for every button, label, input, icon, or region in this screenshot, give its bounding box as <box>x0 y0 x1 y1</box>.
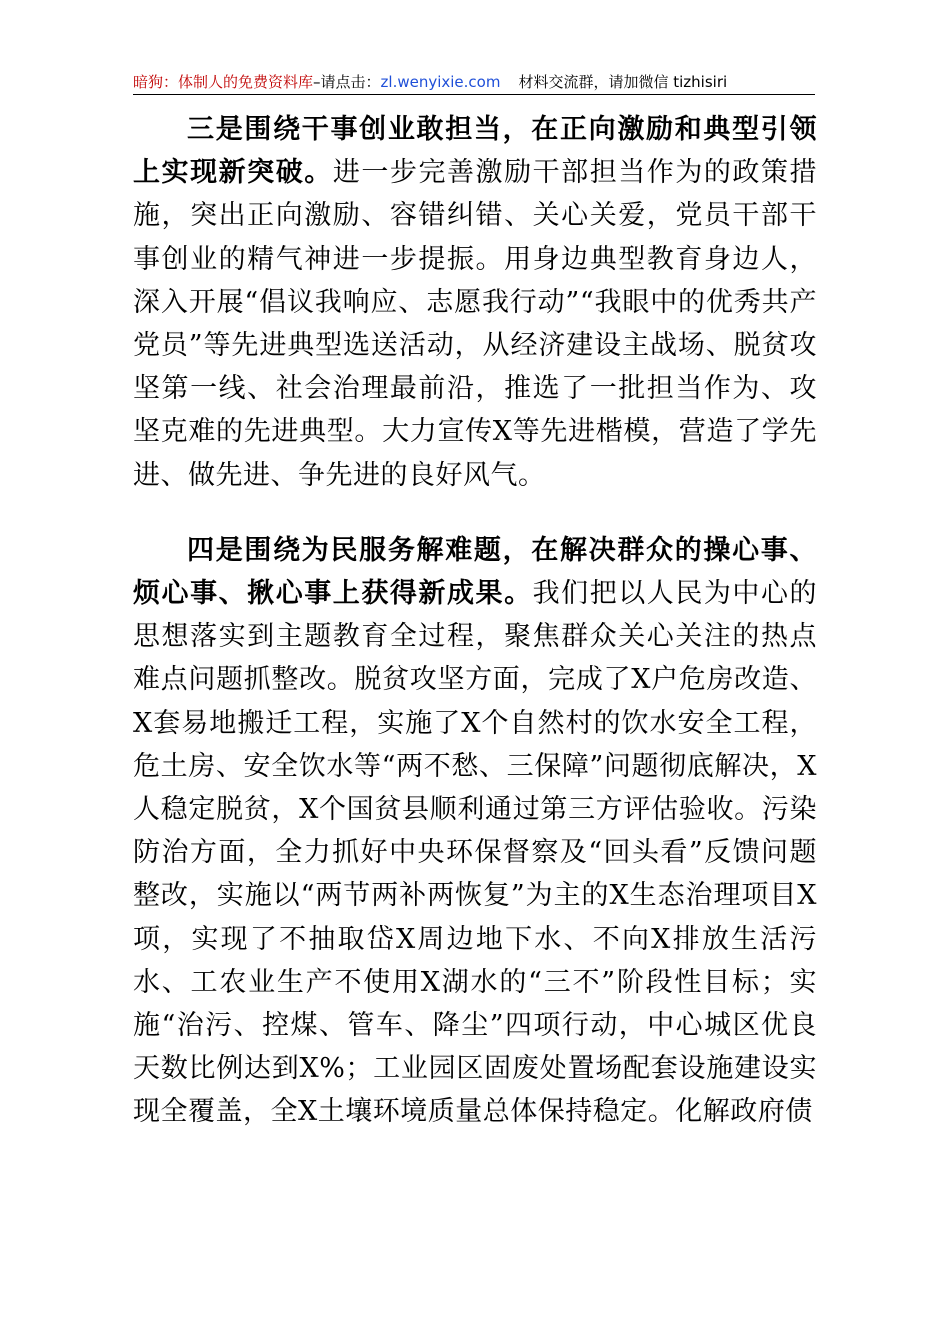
paragraph-lead: 三是围绕干事创业敢担当，在正向激励和典型引领上实现新突破。 <box>133 114 817 189</box>
paragraph-body: 我们把以人民为中心的思想落实到主题教育全过程，聚焦群众关心关注的热点难点问题抓整改。脱贫攻坚方面，完成了X户危房改造、X套易地搬迁工程，实施了X个自然村的饮水安全工程，危土房、安全饮水等“两不愁、三保障”问题彻底解决，X人稳定脱贫，X个国贫县顺利通过第三方评估验收。污染防治方面，全力抓好中央环保督察及“回头看”反馈问题整改，实施以“两节两补两恢复”为主的X生态治理项目X项，实现了不抽取岱X周边地下水、不向X排放生活污水、工农业生产不使用X湖水的“三不”阶段性目标；实施“治污、控煤、管车、降尘”四项行动，中心城区优良天数比例达到X%；工业园区固废处置场配套设施建设实现全覆盖，全X土壤环境质量总体保持稳定。化解政府债 <box>133 578 818 1128</box>
paragraph-lead: 四是围绕为民服务解难题，在解决群众的操心事、烦心事、揪心事上获得新成果。 <box>133 534 817 610</box>
paragraph-body: 进一步完善激励干部担当作为的政策措施，突出正向激励、容错纠错、关心关爱，党员干部干事创业的精气神进一步提振。用身边典型教育身边人，深入开展“倡议我响应、志愿我行动”“我眼中的优秀共产党员”等先进典型选送活动，从经济建设主战场、脱贫攻坚第一线、社会治理最前沿，推选了一批担当作为、攻坚克难的先进典型。大力宣传X等先进楷模，营造了学先进、做先进、争先进的良好风气。 <box>133 157 818 491</box>
header-group-note: 材料交流群，请加微信 tizhisiri <box>518 73 728 91</box>
document-body <box>133 108 817 1134</box>
header-url-link[interactable]: zl.wenyixie.com <box>380 73 501 91</box>
page-header <box>133 70 815 95</box>
header-click-prompt: –请点击： <box>313 73 381 91</box>
header-site-name: 暗狗：体制人的免费资料库 <box>133 73 314 91</box>
paragraph-3 <box>133 108 817 497</box>
paragraph-4 <box>133 529 817 1134</box>
